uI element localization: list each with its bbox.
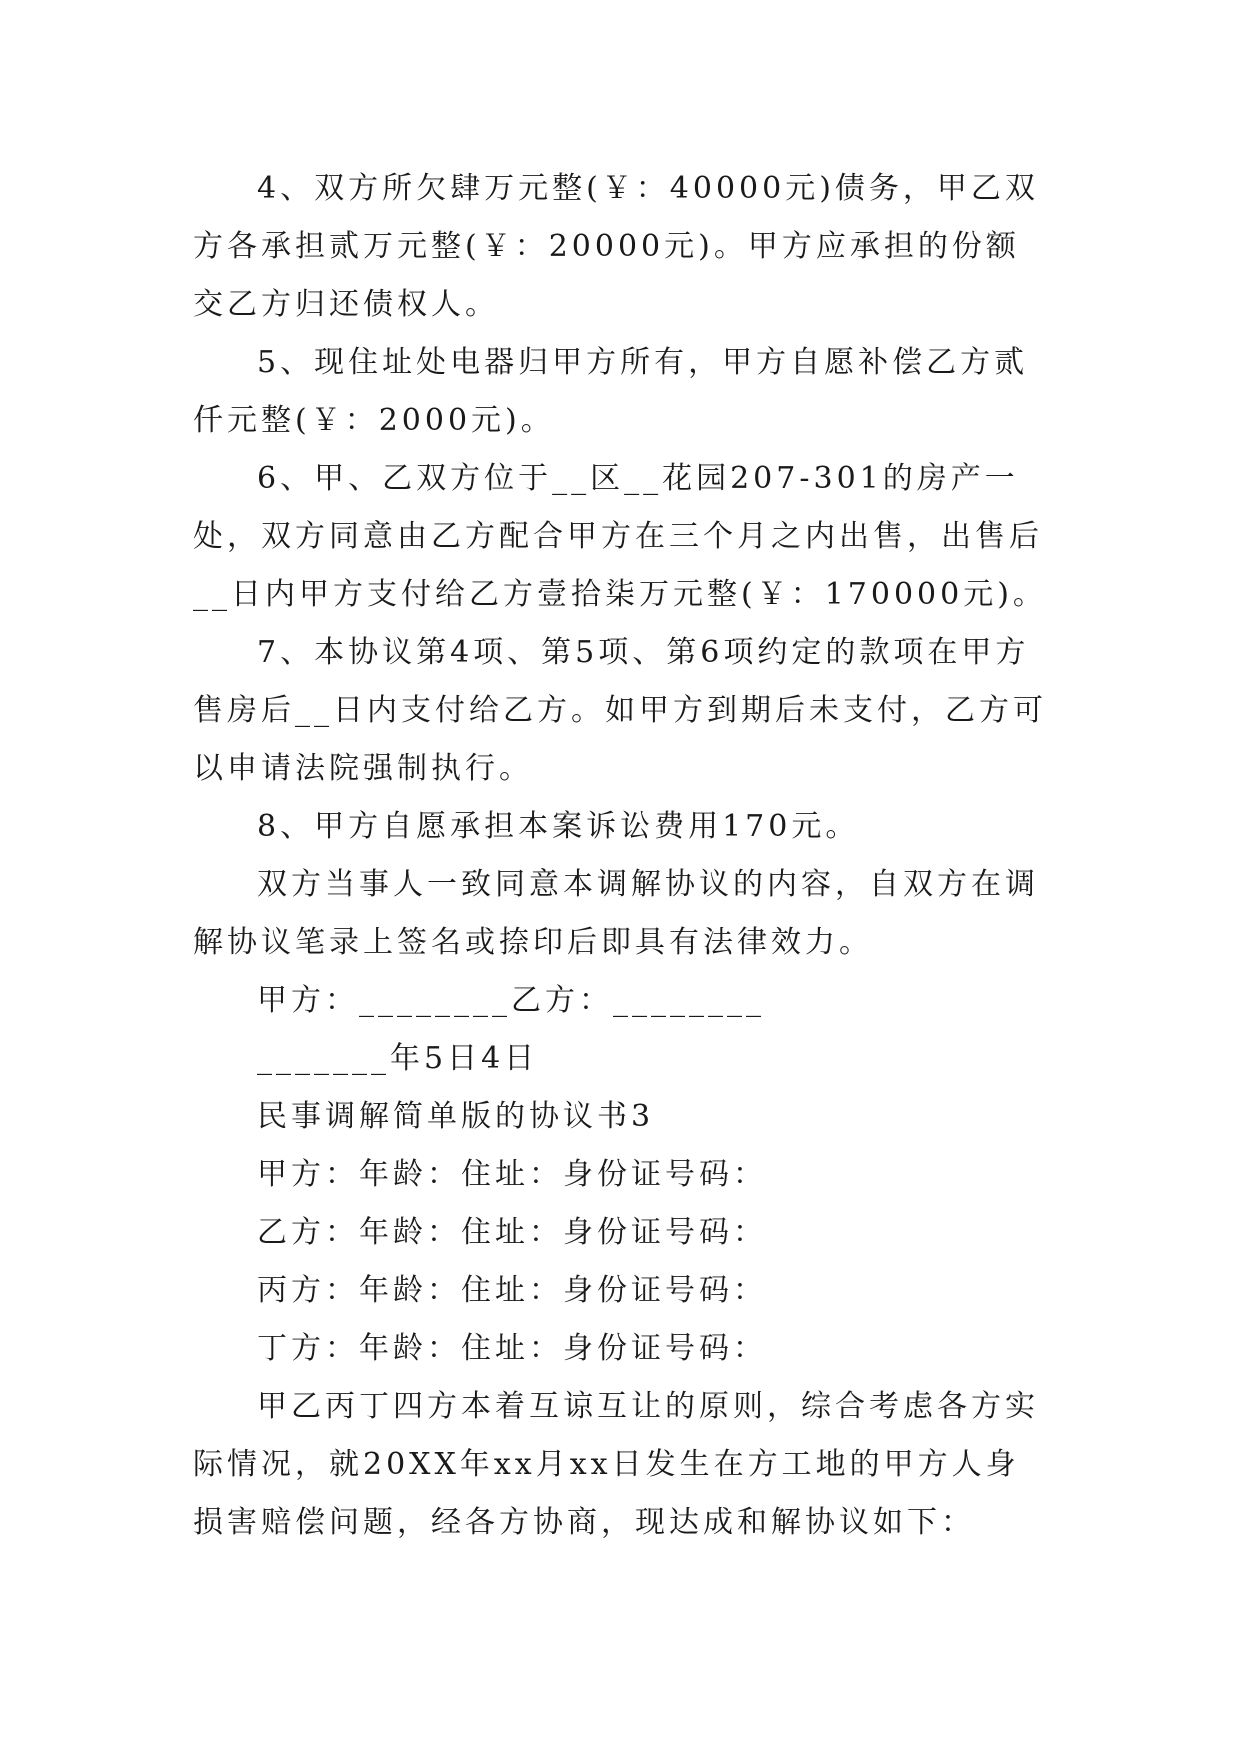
party-line-yi: 乙方：年龄：住址：身份证号码： <box>257 1215 767 1250</box>
document-body <box>193 160 1053 1552</box>
settlement-intro-paragraph: 甲乙丙丁四方本着互谅互让的原则，综合考虑各方实际情况，就20XX年xx月xx日发生在方工地的甲方人身损害赔偿问题，经各方协商，现达成和解协议如下： <box>193 1389 1039 1540</box>
clause-5-paragraph: 5、现住址处电器归甲方所有，甲方自愿补偿乙方贰仟元整(￥：2000元)。 <box>193 345 1029 438</box>
clause-6-paragraph: 6、甲、乙双方位于__区__花园207-301的房产一处，双方同意由乙方配合甲方在三个月之内出售，出售后__日内甲方支付给乙方壹拾柒万元整(￥：170000元)。 <box>193 461 1047 612</box>
date-line: _______年5日4日 <box>257 1041 539 1076</box>
party-line-bing: 丙方：年龄：住址：身份证号码： <box>257 1273 767 1308</box>
clause-8-paragraph: 8、甲方自愿承担本案诉讼费用170元。 <box>257 809 860 844</box>
party-line-jia: 甲方：年龄：住址：身份证号码： <box>257 1157 767 1192</box>
clause-7-paragraph: 7、本协议第4项、第5项、第6项约定的款项在甲方售房后__日内支付给乙方。如甲方到期后未支付，乙方可以申请法院强制执行。 <box>193 635 1047 786</box>
effectiveness-paragraph: 双方当事人一致同意本调解协议的内容，自双方在调解协议笔录上签名或捺印后即具有法律效力。 <box>193 867 1039 960</box>
section-title: 民事调解简单版的协议书3 <box>257 1099 655 1134</box>
party-line-ding: 丁方：年龄：住址：身份证号码： <box>257 1331 767 1366</box>
signature-line: 甲方：________乙方：________ <box>257 983 765 1018</box>
clause-4-paragraph: 4、双方所欠肆万元整(￥：40000元)债务，甲乙双方各承担贰万元整(￥：20000元)。甲方应承担的份额交乙方归还债权人。 <box>193 171 1039 322</box>
